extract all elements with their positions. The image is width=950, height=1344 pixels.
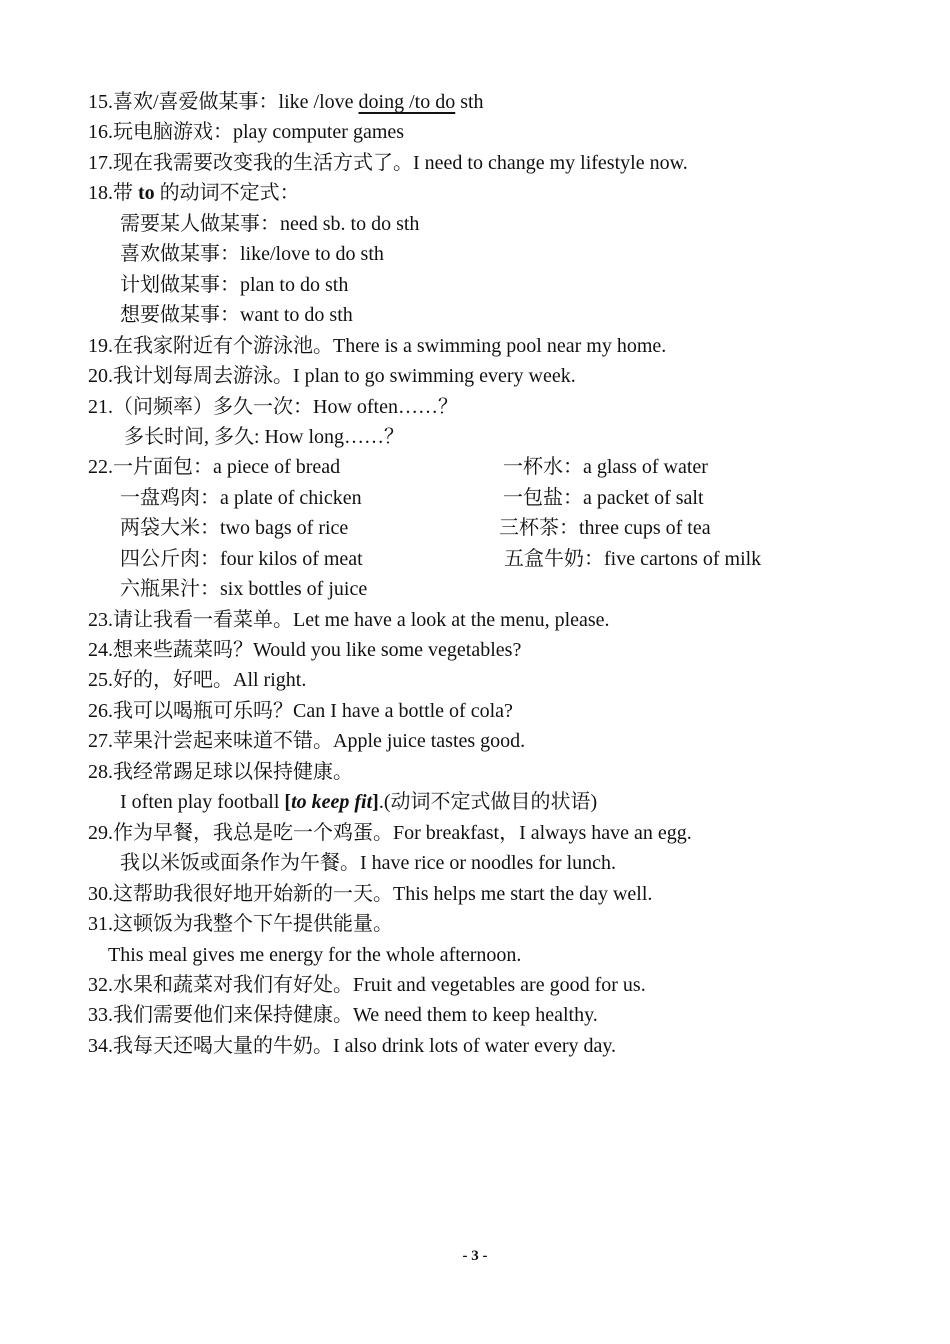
item-28: 28.我经常踢足球以保持健康。 <box>88 761 353 783</box>
item-23: 23.请让我看一看菜单。Let me have a look at the menu, please. <box>88 609 610 631</box>
item-15-underlined: doing /to do <box>358 91 456 113</box>
item-25: 25.好的，好吧。All right. <box>88 669 307 691</box>
item-18-sub-4: 想要做某事：want to do sth <box>120 304 353 326</box>
item-17: 17.现在我需要改变我的生活方式了。I need to change my lifestyle now. <box>88 152 688 174</box>
item-18-text: 18.带 <box>88 182 138 204</box>
item-21-sub: 多长时间, 多久: How long……？ <box>124 426 404 448</box>
item-27: 27.苹果汁尝起来味道不错。Apple juice tastes good. <box>88 730 526 752</box>
item-18-bold: to <box>138 182 155 204</box>
item-15-tail: sth <box>455 91 484 113</box>
item-32: 32.水果和蔬菜对我们有好处。Fruit and vegetables are good for us. <box>88 974 646 996</box>
item-18-sub-2: 喜欢做某事：like/love to do sth <box>120 243 384 265</box>
item-28-bracket-close: ] <box>372 791 379 813</box>
item-15-text: 15.喜欢/喜爱做某事：like /love <box>88 91 359 113</box>
item-30: 30.这帮助我很好地开始新的一天。This helps me start the day well. <box>88 883 653 905</box>
item-22-left-4: 四公斤肉：four kilos of meat <box>120 548 363 570</box>
item-22-right-4: 五盒牛奶：five cartons of milk <box>504 548 762 570</box>
item-31-sub: This meal gives me energy for the whole afternoon. <box>108 944 522 966</box>
item-29: 29.作为早餐，我总是吃一个鸡蛋。For breakfast，I always have an egg. <box>88 822 692 844</box>
page-number: - 3 - <box>462 1248 488 1264</box>
item-22-left-5: 六瓶果汁：six bottles of juice <box>120 578 368 600</box>
item-28-sub <box>120 787 597 817</box>
item-22-right-3: 三杯茶：three cups of tea <box>499 517 711 539</box>
item-20: 20.我计划每周去游泳。I plan to go swimming every week. <box>88 365 576 387</box>
item-18-tail: 的动词不定式： <box>154 182 300 204</box>
item-28-sub-text: I often play football <box>120 791 285 813</box>
item-33: 33.我们需要他们来保持健康。We need them to keep healthy. <box>88 1004 598 1026</box>
item-31: 31.这顿饭为我整个下午提供能量。 <box>88 913 393 935</box>
item-21: 21.（问频率）多久一次：How often……？ <box>88 396 458 418</box>
item-28-bracket-open: [ <box>284 791 292 813</box>
item-28-emphasis: to keep fit <box>291 791 373 813</box>
item-34: 34.我每天还喝大量的牛奶。I also drink lots of water every day. <box>88 1035 617 1057</box>
item-28-sub-tail: .(动词不定式做目的状语) <box>378 791 598 813</box>
item-22-left-1: 22.一片面包：a piece of bread <box>88 456 341 478</box>
item-22-right-2: 一包盐：a packet of salt <box>503 487 704 509</box>
item-18-sub-3: 计划做某事：plan to do sth <box>120 274 349 296</box>
item-18-sub-1: 需要某人做某事：need sb. to do sth <box>120 213 420 235</box>
item-15 <box>88 87 484 117</box>
item-22-left-2: 一盘鸡肉：a plate of chicken <box>120 487 362 509</box>
item-22-left-3: 两袋大米：two bags of rice <box>120 517 349 539</box>
item-26: 26.我可以喝瓶可乐吗？Can I have a bottle of cola? <box>88 700 513 722</box>
item-29-sub: 我以米饭或面条作为午餐。I have rice or noodles for lunch. <box>120 852 617 874</box>
item-18 <box>88 178 300 208</box>
item-19: 19.在我家附近有个游泳池。There is a swimming pool near my home. <box>88 335 667 357</box>
item-16: 16.玩电脑游戏：play computer games <box>88 121 405 143</box>
item-22-right-1: 一杯水：a glass of water <box>503 456 708 478</box>
item-24: 24.想来些蔬菜吗？Would you like some vegetables? <box>88 639 522 661</box>
